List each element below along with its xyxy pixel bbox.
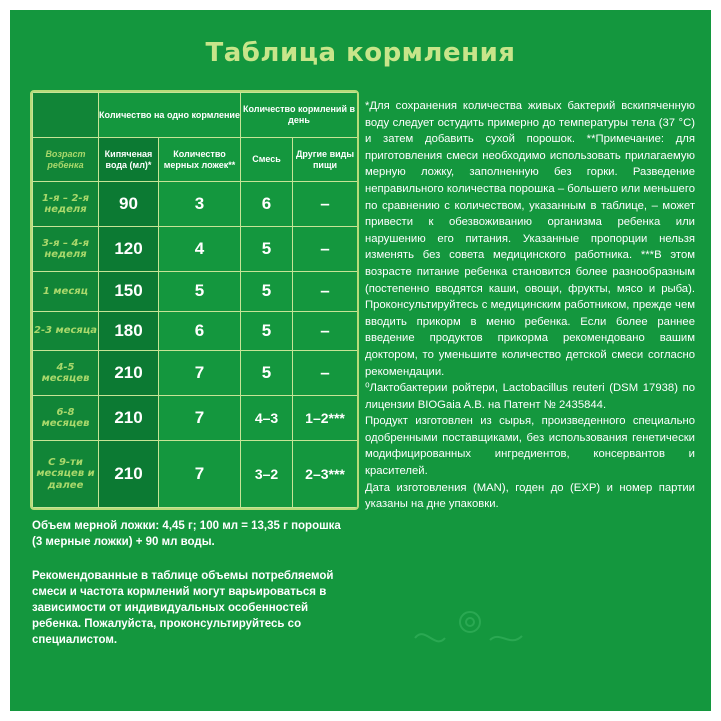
feeding-panel: [10, 10, 711, 711]
footnotes-column: [365, 98, 695, 513]
ingredients-paragraph: Продукт изготовлен из сырья, произведенного специально одобренными поставщиками, без использования генетически модифицированных ингредиентов, консервантов и красителей.: [365, 415, 695, 478]
water-header: Кипяченая вода (мл)*: [99, 138, 159, 182]
age-cell: 2-3 месяца: [33, 311, 99, 350]
other-cell: –: [293, 272, 358, 311]
mix-cell: 5: [241, 227, 293, 272]
age-cell: С 9-ти месяцев и далее: [33, 441, 99, 508]
mix-cell: 3–2: [241, 441, 293, 508]
table-row: [33, 351, 358, 396]
feeding-table: [30, 90, 359, 510]
table-row: [33, 311, 358, 350]
spoon-volume-note: Объем мерной ложки: 4,45 г; 100 мл = 13,35 г порошка (3 мерные ложки) + 90 мл воды.: [32, 520, 341, 548]
other-cell: 1–2***: [293, 396, 358, 441]
water-cell: 120: [99, 227, 159, 272]
table-row: [33, 441, 358, 508]
other-cell: 2–3***: [293, 441, 358, 508]
other-cell: –: [293, 182, 358, 227]
spoons-header: Количество мерных ложек**: [159, 138, 241, 182]
table-row: [33, 396, 358, 441]
mix-cell: 5: [241, 351, 293, 396]
spoons-cell: 7: [159, 351, 241, 396]
other-cell: –: [293, 351, 358, 396]
mix-cell: 5: [241, 272, 293, 311]
age-cell: 4-5 месяцев: [33, 351, 99, 396]
manufacture-date-paragraph: Дата изготовления (MAN), годен до (EXP) и номер партии указаны на дне упаковки.: [365, 481, 695, 511]
mix-cell: 5: [241, 311, 293, 350]
water-cell: 210: [99, 396, 159, 441]
table-row: [33, 272, 358, 311]
spoons-cell: 7: [159, 441, 241, 508]
spoons-cell: 6: [159, 311, 241, 350]
mix-cell: 6: [241, 182, 293, 227]
age-header: Возраст ребенка: [33, 138, 99, 182]
table-row: [33, 182, 358, 227]
water-cell: 210: [99, 351, 159, 396]
age-cell: 1 месяц: [33, 272, 99, 311]
water-cell: 180: [99, 311, 159, 350]
per-day-header: Количество кормлений в день: [241, 93, 358, 138]
water-cell: 210: [99, 441, 159, 508]
table-row: [33, 227, 358, 272]
per-feeding-header: Количество на одно кормление: [99, 93, 241, 138]
mix-cell: 4–3: [241, 396, 293, 441]
lactobacillus-paragraph: ⁰Лактобактерии ройтери, Lactobacillus reuteri (DSM 17938) по лицензии BIOGaia A.B. на Патент № 2435844.: [365, 382, 695, 411]
age-header-top: [33, 93, 99, 138]
age-cell: 1-я – 2-я неделя: [33, 182, 99, 227]
water-cell: 150: [99, 272, 159, 311]
other-cell: –: [293, 311, 358, 350]
other-cell: –: [293, 227, 358, 272]
recommendation-note: Рекомендованные в таблице объемы потребляемой смеси и частота кормлений могут варьироваться в зависимости от индивидуальных особенностей ребенка. Пожалуйста, проконсультируйтесь со специалистом.: [32, 570, 334, 646]
decorative-doodle-icon: [410, 600, 540, 660]
spoons-cell: 7: [159, 396, 241, 441]
spoons-cell: 4: [159, 227, 241, 272]
water-cell: 90: [99, 182, 159, 227]
age-cell: 3-я – 4-я неделя: [33, 227, 99, 272]
page-title: Таблица кормления: [205, 38, 516, 68]
footnotes-paragraph: *Для сохранения количества живых бактерий вскипяченную воду следует остудить примерно до температуры тела (37 °С) и затем добавить сухой порошок. **Примечание: для приготовления смеси необходимо использовать прилагаемую мерную ложку, заполненную без горки. Разведение неправильного количества порошка – большего или меньшего по сравнению с количеством, указанным в таблице, – может привести к обезвоживанию организма ребенка или нарушению его питания. Указанные пропорции нельзя изменять без совета медицинского работника. ***В этом возрасте питание ребенка становится более разнообразным (постепенно вводятся каши, овощи, фрукты, мясо и рыба). Проконсультируйтесь с медицинским работником, прежде чем вводить прикорм в меню ребенка. Если более раннее введение продуктов прикорма рекомендовано вашим доктором, то уменьшите количество детской смеси согласно рекомендации.: [365, 100, 695, 378]
spoons-cell: 3: [159, 182, 241, 227]
other-food-header: Другие виды пищи: [293, 138, 358, 182]
mix-header: Смесь: [241, 138, 293, 182]
spoons-cell: 5: [159, 272, 241, 311]
age-cell: 6-8 месяцев: [33, 396, 99, 441]
